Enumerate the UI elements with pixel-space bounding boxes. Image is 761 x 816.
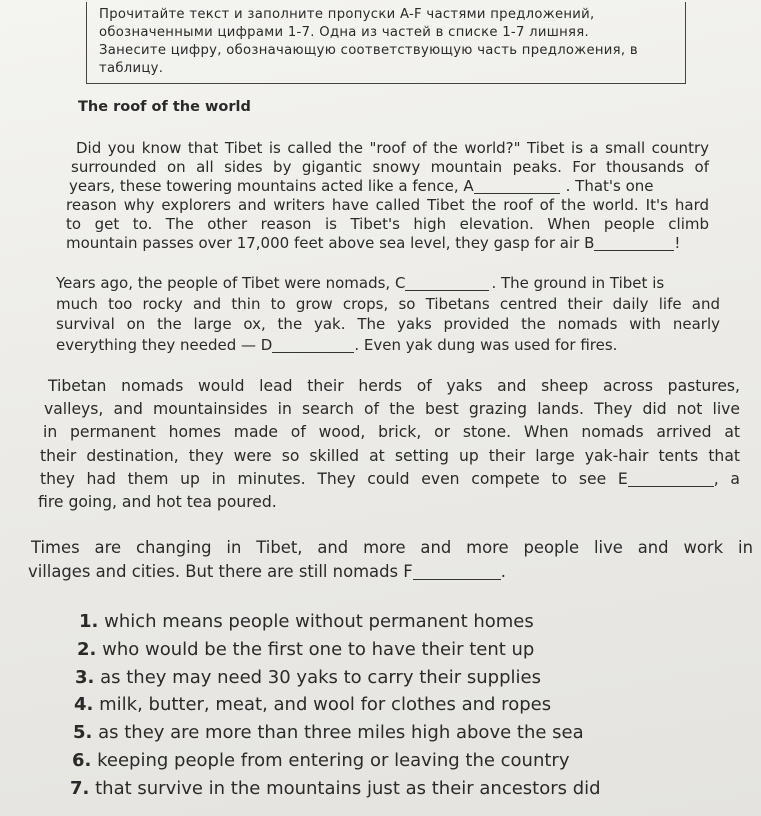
instructions-line: Занесите цифру, обозначающую соответствующую часть предложения, в (99, 43, 638, 58)
paragraph-line (56, 273, 720, 294)
list-item (70, 775, 601, 803)
paragraph-text: Years ago, the people of Tibet were nomads, C (56, 274, 406, 292)
list-item (70, 747, 601, 775)
blank-d[interactable] (272, 337, 354, 353)
option-number: 2. (77, 638, 97, 660)
paragraph-line: to get to. The other reason is Tibet's high elevation. When people climb (66, 215, 709, 233)
paragraph-line: their destination, they were so skilled at setting up their large yak-hair tents that (40, 446, 740, 465)
paragraph-text: . The ground in Tibet is (491, 274, 665, 292)
list-item (70, 691, 601, 719)
paragraph-line: much too rocky and thin to grow crops, so Tibetans centred their daily life and (56, 294, 720, 313)
option-number: 5. (73, 722, 93, 744)
options-list (70, 608, 601, 803)
paragraph-1 (66, 139, 709, 253)
paragraph-text: everything they needed — D (56, 335, 273, 354)
paragraph-text: . That's one (565, 177, 654, 195)
paragraph-text: years, these towering mountains acted like a fence, A (69, 177, 474, 195)
option-text: which means people without permanent homes (104, 611, 534, 632)
option-text: milk, butter, meat, and wool for clothes and ropes (99, 694, 552, 716)
option-number: 6. (72, 749, 92, 771)
paragraph-text: they had them up in minutes. They could even compete to see E (40, 469, 628, 488)
paragraph-2 (56, 273, 720, 355)
paragraph-line: Tibetan nomads would lead their herds of yaks and sheep across pastures, (48, 377, 740, 395)
option-text: who would be the first one to have their tent up (102, 638, 535, 660)
paragraph-line: valleys, and mountainsides in search of the best grazing lands. They did not live (44, 400, 740, 419)
paragraph-line: surrounded on all sides by gigantic snowy mountain peaks. For thousands of (71, 158, 709, 176)
paragraph-text: ! (674, 234, 681, 252)
paragraph-text: villages and cities. But there are still nomads F (28, 562, 413, 581)
option-number: 1. (79, 611, 99, 632)
blank-c[interactable] (405, 275, 489, 291)
blank-a[interactable] (474, 178, 560, 194)
paragraph-text: . Even yak dung was used for fires. (354, 335, 618, 354)
paragraph-line: reason why explorers and writers have called Tibet the roof of the world. It's hard (66, 196, 709, 214)
paragraph-text: , a (713, 469, 740, 488)
option-number: 4. (74, 694, 94, 716)
blank-f[interactable] (413, 563, 501, 580)
paragraph-line: Times are changing in Tibet, and more and more people live and work in (31, 538, 753, 557)
list-item (70, 636, 601, 664)
paragraph-line (28, 560, 753, 584)
list-item (70, 664, 601, 692)
option-number: 7. (70, 777, 90, 799)
paragraph-text: mountain passes over 17,000 feet above sea level, they gasp for air B (66, 234, 595, 252)
paragraph-line: Did you know that Tibet is called the "roof of the world?" Tibet is a small country (76, 139, 709, 157)
paragraph-line (66, 177, 709, 196)
paragraph-3 (38, 375, 740, 514)
paragraph-line: fire going, and hot tea poured. (38, 493, 277, 512)
list-item (70, 719, 601, 747)
text-title: The roof of the world (78, 99, 251, 115)
instructions-line: таблицу. (99, 61, 164, 76)
paragraph-line (66, 234, 709, 253)
option-text: keeping people from entering or leaving the country (97, 749, 570, 771)
instructions-line: обозначенными цифрами 1-7. Одна из частей в списке 1-7 лишняя. (99, 25, 590, 40)
paragraph-4 (28, 536, 753, 584)
blank-e[interactable] (628, 470, 714, 487)
paragraph-line: survival on the large ox, the yak. The yaks provided the nomads with nearly (56, 315, 720, 333)
paragraph-line (38, 468, 740, 491)
instructions-line: Прочитайте текст и заполните пропуски A-F частями предложений, (99, 7, 595, 22)
paragraph-text: . (500, 562, 506, 581)
blank-b[interactable] (594, 235, 674, 251)
option-text: as they may need 30 yaks to carry their supplies (100, 666, 541, 688)
paragraph-line (56, 335, 720, 356)
list-item (70, 608, 601, 636)
paragraph-line: in permanent homes made of wood, brick, or stone. When nomads arrived at (43, 423, 740, 442)
option-text: that survive in the mountains just as their ancestors did (95, 777, 601, 799)
option-text: as they are more than three miles high above the sea (98, 722, 584, 744)
option-number: 3. (75, 666, 95, 688)
instructions-box (86, 2, 686, 84)
